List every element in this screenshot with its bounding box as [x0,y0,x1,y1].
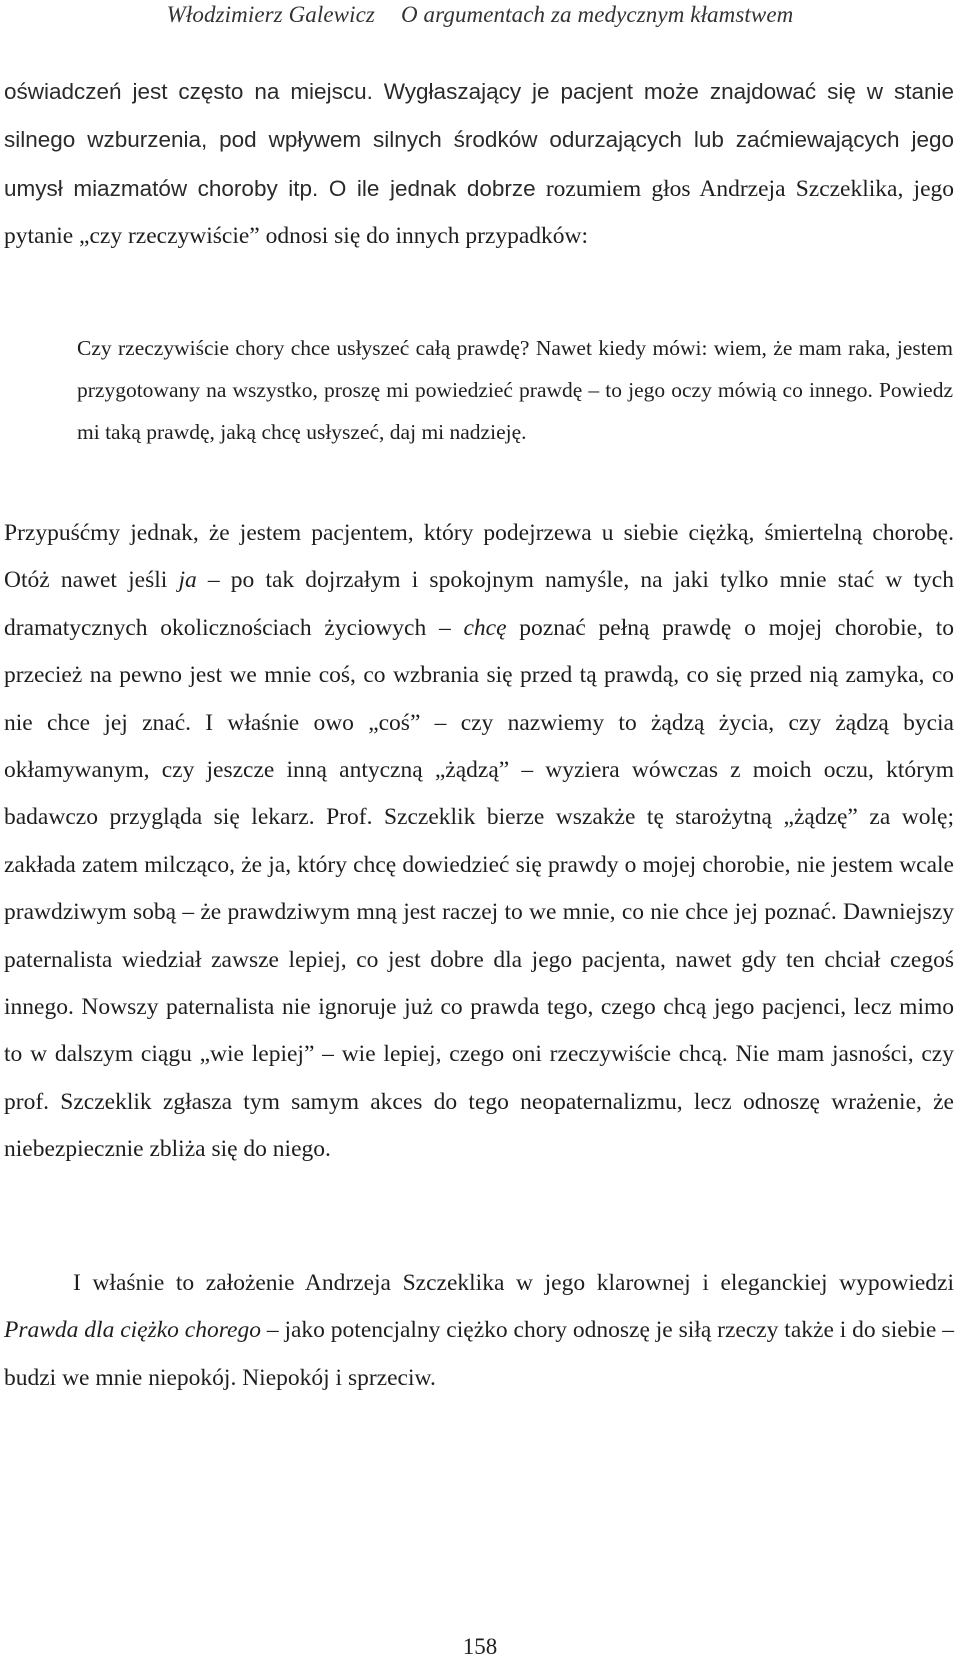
paragraph-2-part-b: – po tak dojrzałym i spokojnym namyśle, na jaki tylko mnie stać w tych dramatycznych okolicznościach życiowych – [4,567,954,641]
block-quote: Czy rzeczywiście chory chce usłyszeć całą prawdę? Nawet kiedy mówi: wiem, że mam raka, jestem przygotowany na wszystko, proszę mi powiedzieć prawdę – to jego oczy mówią co innego. Powiedz mi taką prawdę, jaką chcę usłyszeć, daj mi nadzieję. [77,336,953,444]
header-title: O argumentach za medycznym kłamstwem [400,2,794,27]
paragraph-3 [4,1260,954,1402]
emphasis-ja: ja [178,567,197,594]
paragraph-1 [4,68,954,261]
paragraph-2-part-a: Przypuśćmy jednak, że jestem pacjentem, który podejrzewa u siebie ciężką, śmiertelną chorobę. Otóż nawet jeśli [4,520,954,594]
cited-title: Prawda dla ciężko chorego [4,1317,261,1344]
page-number: 158 [462,1634,498,1659]
paragraph-2 [4,510,954,1174]
emphasis-chce: chcę [463,614,507,641]
paragraph-3-part-a: I właśnie to założenie Andrzeja Szczeklika w jego klarownej i eleganckiej wypowiedzi [73,1270,954,1296]
paragraph-1-part-b: rozumiem głos Andrzeja Szczeklika, jego pytanie „czy rzeczywiście” odnosi się do innych przypadków: [4,175,954,250]
running-header [0,2,960,28]
paragraph-1-part-a: oświadczeń jest często na miejscu. Wygłaszający je pacjent może znajdować się w stanie silnego wzburzenia, pod wpływem silnych środków odurzających lub zaćmiewających jego umysł miazmatów choroby itp. O ile jednak dobrze [4,79,954,201]
paragraph-3-part-b: – jako potencjalny ciężko chory odnoszę je siłą rzeczy także i do siebie – budzi we mnie niepokój. Niepokój i sprzeciw. [4,1317,954,1391]
paragraph-2-part-c: poznać pełną prawdę o mojej chorobie, to przecież na pewno jest we mnie coś, co wzbrania się przed tą prawdą, co się przed nią zamyka, co nie chce jej znać. I właśnie owo „coś” – czy nazwiemy to żądzą życia, czy żądzą bycia okłamywanym, czy jeszcze inną antyczną „żądzą” – wyziera wówczas z moich oczu, którym badawczo przygląda się lekarz. Prof. Szczeklik bierze wszakże tę starożytną „żądzę” za wolę; zakłada zatem milcząco, że ja, który chcę dowiedzieć się prawdy o mojej chorobie, nie jestem wcale prawdziwym sobą – że prawdziwym mną jest raczej to we mnie, co nie chce jej poznać. Dawniejszy paternalista wiedział zawsze lepiej, co jest dobre dla jego pacjenta, nawet gdy ten chciał czegoś innego. Nowszy paternalista nie ignoruje już co prawda tego, czego chcą jego pacjenci, lecz mimo to w dalszym ciągu „wie lepiej” – wie lepiej, czego oni rzeczywiście chcą. Nie mam jasności, czy prof. Szczeklik zgłasza tym samym akces do tego neopaternalizmu, lecz odnoszę wrażenie, że niebezpiecznie zbliża się do niego. [4,614,954,1163]
header-author: Włodzimierz Galewicz [166,2,375,27]
